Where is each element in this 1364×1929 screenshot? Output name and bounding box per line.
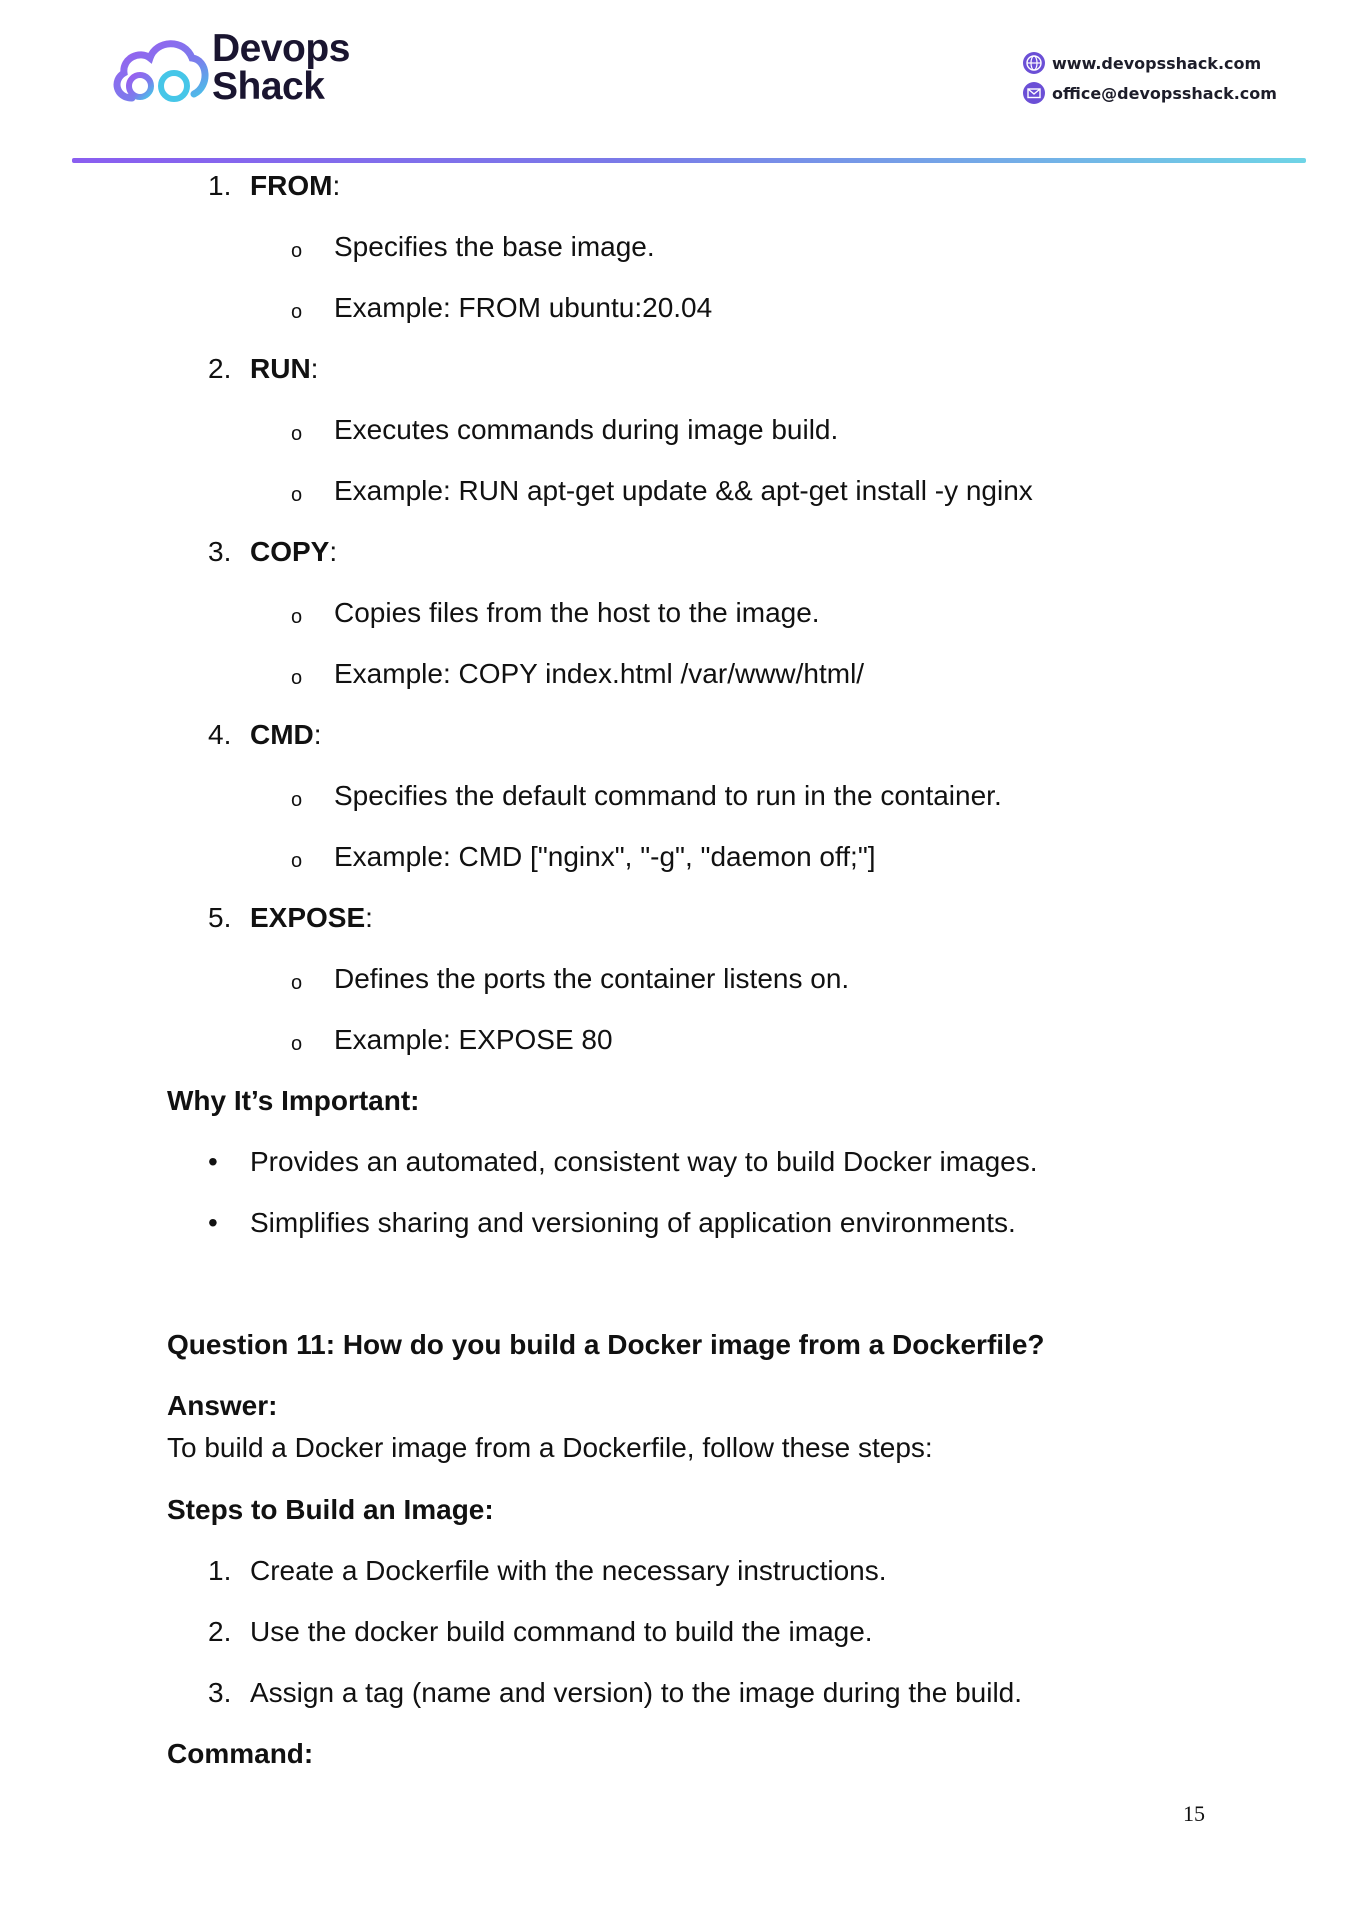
- colon: :: [365, 902, 373, 933]
- instruction-name: FROM: [250, 170, 333, 201]
- answer-label: Answer:: [167, 1390, 278, 1421]
- header-divider: [72, 158, 1306, 163]
- instruction-name: RUN: [250, 353, 311, 384]
- email-row[interactable]: [1022, 78, 1277, 108]
- list-number: 5.: [208, 902, 232, 933]
- sub-bullet: o: [291, 1033, 303, 1055]
- list-number: 2.: [208, 1616, 232, 1647]
- step-text: Assign a tag (name and version) to the image during the build.: [250, 1677, 1023, 1708]
- command-label: Command:: [167, 1738, 314, 1769]
- list-number: 4.: [208, 719, 232, 750]
- list-number: 3.: [208, 1677, 232, 1708]
- sub-item-text: Example: EXPOSE 80: [334, 1024, 613, 1055]
- sub-bullet: o: [291, 606, 303, 628]
- page-number: 15: [1183, 1801, 1205, 1826]
- instruction-heading: [250, 717, 322, 753]
- instruction-name: EXPOSE: [250, 902, 366, 933]
- globe-icon: [1022, 51, 1046, 75]
- instruction-name: CMD: [250, 719, 314, 750]
- bullet-text: Provides an automated, consistent way to build Docker images.: [250, 1146, 1038, 1177]
- why-heading: Why It’s Important:: [167, 1085, 420, 1116]
- email-link[interactable]: office@devopsshack.com: [1052, 83, 1277, 103]
- list-number: 2.: [208, 353, 232, 384]
- sub-bullet: o: [291, 667, 303, 689]
- logo-line-2: Shack: [212, 65, 325, 108]
- sub-item-text: Specifies the base image.: [334, 231, 655, 262]
- colon: :: [329, 536, 338, 567]
- bullet-text: Simplifies sharing and versioning of application environments.: [250, 1207, 1016, 1238]
- question-title: Question 11: How do you build a Docker image from a Dockerfile?: [167, 1329, 1045, 1360]
- instruction-name: COPY: [250, 536, 330, 567]
- instruction-heading: [250, 351, 318, 387]
- sub-item-text: Example: RUN apt-get update && apt-get install -y nginx: [334, 475, 1033, 506]
- sub-bullet: o: [291, 423, 303, 445]
- sub-item-text: Specifies the default command to run in the container.: [334, 780, 1002, 811]
- list-number: 1.: [208, 1555, 232, 1586]
- sub-bullet: o: [291, 240, 303, 262]
- sub-bullet: o: [291, 850, 303, 872]
- logo-wordmark: [212, 27, 350, 108]
- contact-info: [1022, 48, 1277, 108]
- instruction-heading: [250, 168, 340, 204]
- colon: :: [310, 353, 319, 384]
- website-row[interactable]: [1022, 48, 1277, 78]
- cloud-logo-icon: [110, 28, 210, 110]
- step-text: Create a Dockerfile with the necessary instructions.: [250, 1555, 887, 1586]
- website-link[interactable]: www.devopsshack.com: [1052, 53, 1262, 73]
- sub-item-text: Example: FROM ubuntu:20.04: [334, 292, 713, 323]
- page-header: [0, 0, 1364, 165]
- colon: :: [313, 719, 322, 750]
- bullet: •: [208, 1207, 218, 1238]
- answer-text: To build a Docker image from a Dockerfile, follow these steps:: [167, 1432, 933, 1463]
- list-number: 1.: [208, 170, 232, 201]
- sub-bullet: o: [291, 972, 303, 994]
- sub-item-text: Example: COPY index.html /var/www/html/: [334, 658, 865, 689]
- sub-item-text: Copies files from the host to the image.: [334, 597, 820, 628]
- mail-icon: [1022, 81, 1046, 105]
- logo-line-1: Devops: [212, 27, 350, 70]
- sub-item-text: Example: CMD ["nginx", "-g", "daemon off;"]: [334, 841, 876, 872]
- colon: :: [332, 170, 341, 201]
- instruction-heading: [250, 900, 373, 936]
- instruction-heading: [250, 534, 337, 570]
- list-number: 3.: [208, 536, 232, 567]
- step-text: Use the docker build command to build the image.: [250, 1616, 873, 1647]
- bullet: •: [208, 1146, 218, 1177]
- sub-bullet: o: [291, 484, 303, 506]
- sub-item-text: Defines the ports the container listens on.: [334, 963, 850, 994]
- sub-bullet: o: [291, 301, 303, 323]
- devops-shack-logo: [110, 28, 370, 113]
- steps-heading: Steps to Build an Image:: [167, 1494, 494, 1525]
- sub-bullet: o: [291, 789, 303, 811]
- sub-item-text: Executes commands during image build.: [334, 414, 839, 445]
